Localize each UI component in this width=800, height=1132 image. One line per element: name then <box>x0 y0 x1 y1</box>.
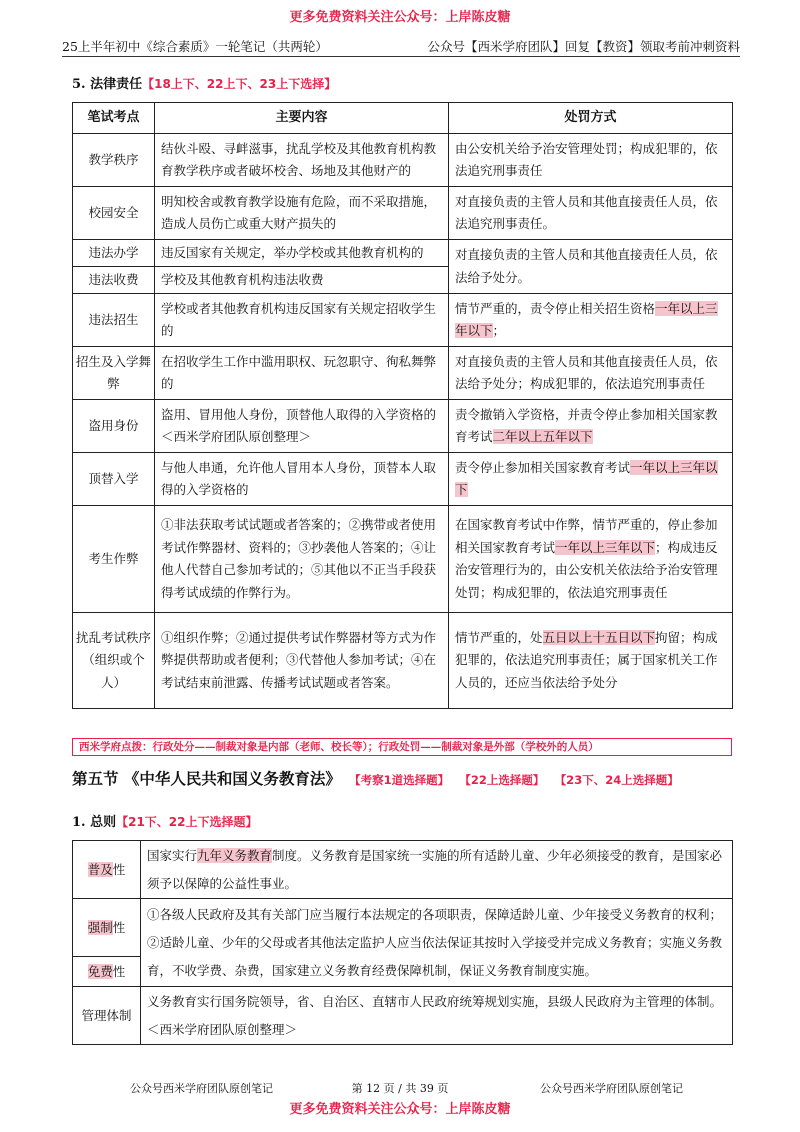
row-content: 结伙斗殴、寻衅滋事，扰乱学校及其他教育机构教育教学秩序或者破坏校舍、场地及其他财产的 <box>155 134 449 187</box>
row-penalty <box>449 400 733 453</box>
table-row <box>73 347 733 400</box>
row-content: 与他人串通，允许他人冒用本人身份，顶替本人取得的入学资格的 <box>155 453 449 506</box>
table-row <box>73 294 733 347</box>
footer-left: 公众号西米学府团队原创笔记 <box>130 1082 273 1095</box>
legal-liability-table <box>72 102 733 709</box>
table-row <box>73 240 733 267</box>
row-penalty: 对直接负责的主管人员和其他直接责任人员，依法给予处分。 <box>449 240 733 294</box>
bottom-banner: 更多免费资料关注公众号：上岸陈皮糖 <box>289 1102 511 1117</box>
chapter-title: 第五节 《中华人民共和国义务教育法》 <box>72 769 341 788</box>
row-penalty <box>449 294 733 347</box>
row-penalty: 对直接负责的主管人员和其他直接责任人员，依法追究刑事责任。 <box>449 187 733 240</box>
row-text-a: 实施义务教育，不收学费、杂费，国家建立义务教育经费保障机制，保证义务教育制度实施。 <box>147 934 723 978</box>
table-row <box>73 134 733 187</box>
penalty-highlight: 一年以上三年以下 <box>455 300 718 338</box>
general-principles-table <box>72 840 733 1045</box>
penalty-text: 在国家教育考试中作弊，情节严重的，停止参加相关国家教育考试 <box>455 517 718 555</box>
row-content: ①组织作弊；②通过提供考试作弊器材等方式为作弊提供帮助或者便利；③代替他人参加考试；④在考试结束前泄露、传播考试试题或者答案。 <box>155 613 449 709</box>
row-content: 学校或者其他教育机构违反国家有关规定招收学生的 <box>155 294 449 347</box>
table-row <box>73 899 733 957</box>
penalty-text-end: ； <box>492 323 506 338</box>
row-topic: 扰乱考试秩序（组织或个人） <box>73 613 155 709</box>
row-text-a: 国家实行 <box>147 847 198 863</box>
table-row <box>73 841 733 899</box>
penalty-text-end: 拘留；构成犯罪的，依法追究刑事责任；属于国家机关工作人员的，还应当依法给予处分 <box>455 629 718 690</box>
table-row <box>73 453 733 506</box>
row-topic: 校园安全 <box>73 187 155 240</box>
label-highlight: 免费 <box>87 963 113 979</box>
row-penalty: 对直接负责的主管人员和其他直接责任人员，依法给予处分；构成犯罪的，依法追究刑事责任 <box>449 347 733 400</box>
col-header-content: 主要内容 <box>155 103 449 134</box>
penalty-highlight: 一年以上三年以下 <box>455 459 718 497</box>
label-text: 性 <box>112 919 126 935</box>
row-penalty <box>449 453 733 506</box>
row-content: 盗用、冒用他人身份，顶替他人取得的入学资格的＜西米学府团队原创整理＞ <box>155 400 449 453</box>
header-title: 25上半年初中《综合素质》一轮笔记（共两轮） <box>62 39 328 54</box>
row-penalty: 由公安机关给予治安管理处罚；构成犯罪的，依法追究刑事责任 <box>449 134 733 187</box>
row-label <box>73 899 141 957</box>
header-promo: 公众号【西米学府团队】回复【教资】领取考前冲刺资料 <box>427 39 740 54</box>
row-text-highlight: 九年义务教育 <box>197 847 273 863</box>
row-topic: 教学秩序 <box>73 134 155 187</box>
row-penalty <box>449 613 733 709</box>
chapter-heading <box>72 767 695 789</box>
row-text: ①各级人民政府及其有关部门应当履行本法规定的各项职责，保障适龄儿童、少年接受义务教育的权利；②适龄儿童、少年的父母或者其他法定监护人应当依法保证其按时入学接受并完成义务教育；实施义务教育，不收学费、杂费，国家建立义务教育经费保障机制，保证义务教育制度实施。 <box>141 899 733 987</box>
section-1-heading <box>72 811 258 830</box>
col-header-topic: 笔试考点 <box>73 103 155 134</box>
table-row <box>73 506 733 613</box>
tip-box: 西米学府点拨：行政处分——制裁对象是内部（老师、校长等）；行政处罚——制裁对象是外部（学校外的人员） <box>72 738 732 756</box>
row-topic: 违法办学 <box>73 240 155 267</box>
row-label <box>73 957 141 987</box>
row-penalty <box>449 506 733 613</box>
row-topic: 顶替入学 <box>73 453 155 506</box>
table-row <box>73 187 733 240</box>
row-text-b: 制度。义务教育是国家统一实施的所有适龄儿童、少年必须接受的教育，是国家必须予以保障的公益性事业。 <box>147 847 723 891</box>
table-row <box>73 987 733 1045</box>
section-5-heading <box>72 73 336 92</box>
table-row <box>73 613 733 709</box>
row-content: 违反国家有关规定，举办学校或其他教育机构的 <box>155 240 449 267</box>
label-text: 性 <box>112 861 126 877</box>
top-banner: 更多免费资料关注公众号：上岸陈皮糖 <box>289 10 511 25</box>
row-label: 管理体制 <box>73 987 141 1045</box>
penalty-highlight: 二年以上五年以下 <box>492 429 593 444</box>
row-topic: 盗用身份 <box>73 400 155 453</box>
table-row <box>73 400 733 453</box>
row-topic: 考生作弊 <box>73 506 155 613</box>
penalty-text: 情节严重的，责令停止相关招生资格 <box>455 300 656 316</box>
penalty-highlight: 一年以上三年以下 <box>555 539 656 555</box>
penalty-text: 情节严重的，处 <box>455 629 543 645</box>
chapter-tags <box>355 773 695 787</box>
row-label <box>73 841 141 899</box>
row-content: ①非法获取考试试题或者答案的；②携带或者使用考试作弊器材、资料的；③抄袭他人答案的；④让他人代替自己参加考试的；⑤其他以不正当手段获得考试成绩的作弊行为。 <box>155 506 449 613</box>
chapter-tag: 【22上选择题】 <box>465 773 545 787</box>
penalty-text: 责令撤销入学资格，并责令停止参加相关国家教育考试 <box>455 406 718 444</box>
row-topic: 违法收费 <box>73 267 155 294</box>
footer-right: 公众号西米学府团队原创笔记 <box>540 1082 683 1095</box>
col-header-penalty: 处罚方式 <box>449 103 733 134</box>
row-text-a: ①各级人民政府及其有关部门应当履行本法规定的各项职责，保障适龄儿童、少年接受义务教育的权利；②适龄儿童、少年的父母或者其他法定监护人应当依法保证其按时入学接受并完成义务教育 <box>147 906 723 950</box>
chapter-tag: 【23下、24上选择题】 <box>560 773 679 787</box>
penalty-text-end: ；构成违反治安管理行为的，由公安机关依法给予治安管理处罚；构成犯罪的，依法追究刑事责任 <box>455 539 718 600</box>
footer-page-number: 第 12 页 / 共 39 页 <box>351 1082 449 1095</box>
section-5-title: 5. 法律责任 <box>72 77 143 92</box>
header-rule <box>62 56 740 57</box>
table-header-row <box>73 103 733 134</box>
penalty-highlight: 五日以上十五日以下 <box>542 629 656 645</box>
row-topic: 招生及入学舞弊 <box>73 347 155 400</box>
section-1-title: 1. 总则 <box>72 815 117 830</box>
row-text <box>141 841 733 899</box>
row-content: 在招收学生工作中滥用职权、玩忽职守、徇私舞弊的 <box>155 347 449 400</box>
label-text: 性 <box>112 963 126 979</box>
row-content: 学校及其他教育机构违法收费 <box>155 267 449 294</box>
penalty-text: 责令停止参加相关国家教育考试 <box>455 459 631 475</box>
chapter-tag: 【考察1道选择题】 <box>354 773 450 787</box>
row-content: 明知校舍或教育教学设施有危险，而不采取措施，造成人员伤亡或重大财产损失的 <box>155 187 449 240</box>
section-1-tag: 【21下、22上下选择题】 <box>116 815 258 829</box>
section-5-tag: 【18上下、22上下、23上下选择】 <box>142 77 337 91</box>
row-text: 义务教育实行国务院领导，省、自治区、直辖市人民政府统筹规划实施，县级人民政府为主管理的体制。＜西米学府团队原创整理＞ <box>141 987 733 1045</box>
row-topic: 违法招生 <box>73 294 155 347</box>
label-highlight: 强制 <box>87 919 113 935</box>
label-highlight: 普及 <box>87 861 113 877</box>
